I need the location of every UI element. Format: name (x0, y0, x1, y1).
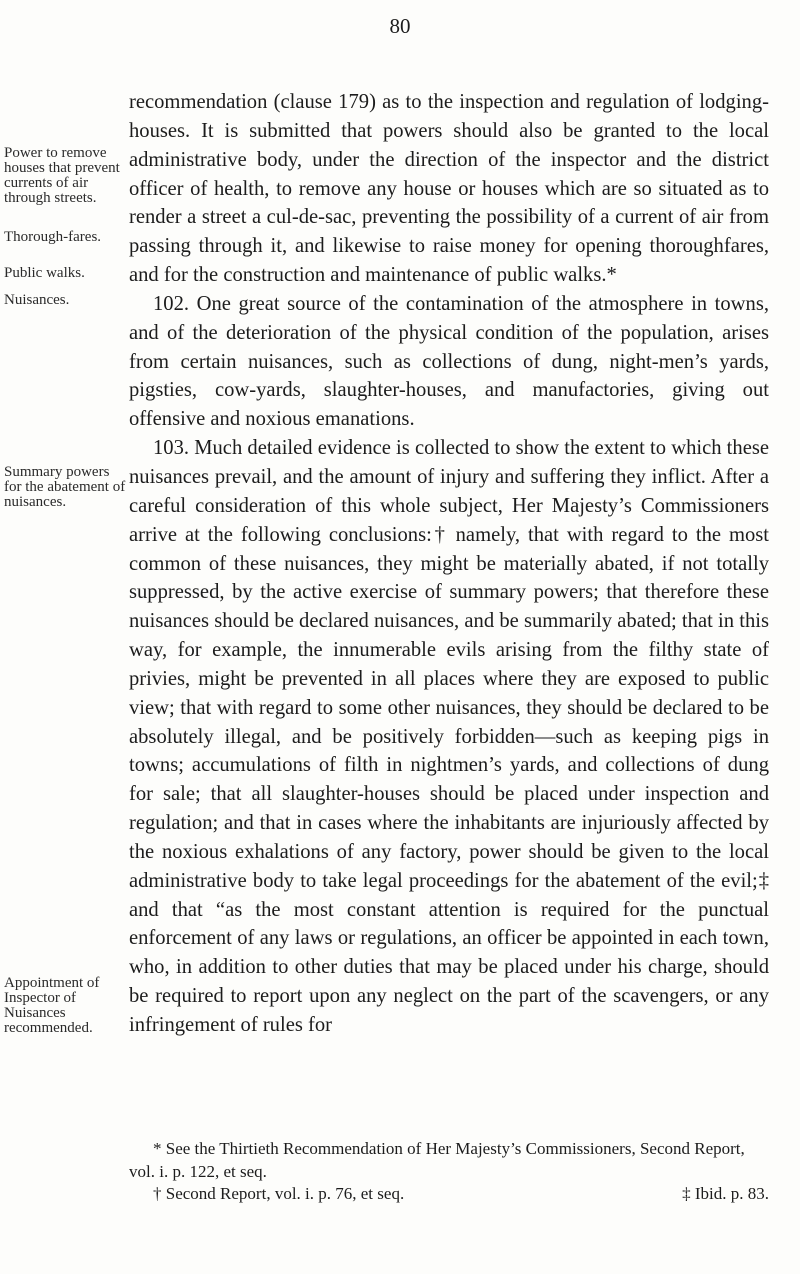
paragraph-103: 103. Much detailed evidence is collected to show the extent to which these nuisances prevail, and the amount of injury and suffering they inflict. After a careful consideration of this whole subject, Her Majesty’s Commissioners arrive at the following conclusions:† namely, that with regard to the most common of these nuisances, they might be materially abated, if not totally suppressed, by the active exercise of summary powers; that therefore these nuisances should be declared nuisances, and be summarily abated; that in this way, for example, the innumerable evils arising from the filthy state of privies, might be prevented in all places where they are exposed to public view; that with regard to some other nuisances, they should be declared to be absolutely illegal, and be positively forbidden—such as keeping pigs in towns; accumulations of filth in nightmen’s yards, and collections of dung for sale; that all slaughter-houses should be placed under inspection and regulation; and that in cases where the inhabitants are injuriously affected by the noxious exhalations of any factory, power should be given to the local administrative body to take legal proceedings for the abatement of the evil;‡ and that “as the most constant attention is required for the punctual enforcement of any laws or regulations, an officer be appointed in each town, who, in addition to other duties that may be placed under his charge, should be required to report upon any neglect on the part of the scavengers, or any infringement of rules for (129, 437, 769, 1036)
paragraph-lodging-houses: recommendation (clause 179) as to the inspection and regulation of lodging-houses. It is submitted that powers should also be granted to the local administrative body, under the direction of the inspector and the district officer of health, to remove any house or houses which are so situated as to render a street a cul-de-sac, preventing the possibility of a current of air from passing through it, and likewise to raise money for opening thoroughfares, and for the construction and maintenance of public walks.* (129, 91, 769, 287)
sidenote-summary-powers: Summary powers for the abatement of nuisances. (4, 464, 126, 510)
footnote-dagger: † Second Report, vol. i. p. 76, et seq. (153, 1184, 405, 1203)
footnote-row (129, 1183, 769, 1206)
sidenote-public-walks: Public walks. (4, 265, 85, 281)
main-text (129, 88, 769, 1040)
sidenote-inspector-appointment: Appointment of Inspector of Nuisances recommended. (4, 975, 100, 1036)
paragraph-102: 102. One great source of the contamination of the atmosphere in towns, and of the deterioration of the physical condition of the population, arises from certain nuisances, such as collections of dung, night-men’s yards, pigsties, cow-yards, slaughter-houses, and manufactories, giving out offensive and noxious emanations. (129, 292, 769, 431)
sidenote-thoroughfares: Thorough-fares. (4, 229, 102, 245)
sidenote-nuisances: Nuisances. (4, 292, 70, 308)
page-number: 80 (389, 14, 411, 38)
sidenote-remove-houses: Power to remove houses that prevent currents of air through streets. (4, 145, 120, 206)
footnotes (129, 1138, 769, 1206)
footnote-double-dagger: ‡ Ibid. p. 83. (682, 1184, 769, 1203)
footnote-star: * See the Thirtieth Recommendation of Her Majesty’s Commissioners, Second Report, vol. i. p. 122, et seq. (129, 1139, 745, 1181)
